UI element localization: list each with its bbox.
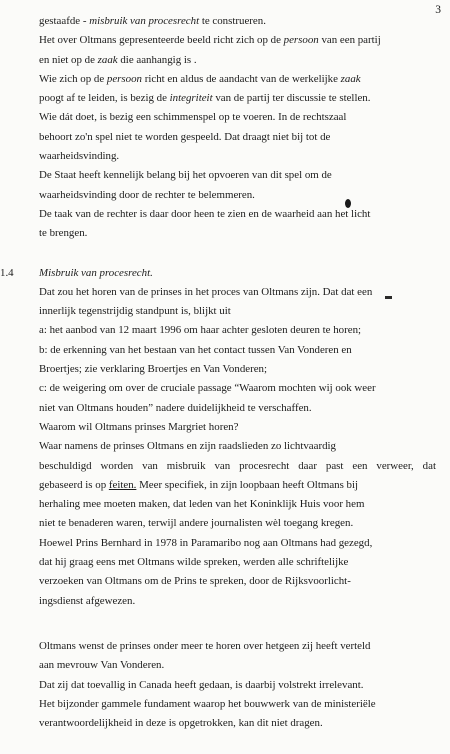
text-run: richt en aldus de aandacht van de werkelijke [142, 72, 341, 85]
text-run: en niet op de [39, 53, 98, 66]
text-line: te brengen. [39, 227, 88, 240]
text-line: behoort zo'n spel niet te worden gespeeld. Dat draagt niet bij tot de [39, 130, 331, 143]
text-run: te construeren. [199, 15, 266, 27]
section-title: Misbruik van procesrecht. [39, 266, 153, 279]
text-line [39, 70, 436, 89]
text-line: innerlijk tegenstrijdig standpunt is, blijkt uit [39, 305, 231, 318]
text-line [39, 89, 436, 108]
text-line [39, 31, 436, 50]
text-line: Wie dát doet, is bezig een schimmenspel op te voeren. In de rechtszaal [39, 111, 347, 124]
italic-term: misbruik van procesrecht [89, 15, 200, 27]
text-line: aan mevrouw Van Vonderen. [39, 659, 165, 672]
text-run: gestaafde - [39, 15, 90, 27]
spacer [39, 611, 436, 637]
spacer [39, 244, 436, 264]
text-run: gebaseerd is op [39, 478, 109, 491]
italic-term: persoon [106, 72, 142, 85]
list-item: b: de erkenning van het bestaan van het contact tussen Van Vonderen en [39, 343, 352, 356]
text-line: Waar namens de prinses Oltmans en zijn raadslieden zo lichtvaardig [39, 440, 336, 453]
text-line: ingsdienst afgewezen. [39, 594, 136, 607]
text-run: Het over Oltmans gepresenteerde beeld richt zich op de [39, 34, 284, 47]
text-line: verzoeken van Oltmans om de Prins te spreken, door de Rijksvoorlicht- [39, 575, 351, 588]
italic-term: zaak [97, 53, 118, 66]
italic-term: integriteit [169, 92, 213, 105]
italic-term: persoon [283, 34, 319, 47]
page-number: 3 [435, 4, 441, 16]
text-line: Oltmans wenst de prinses onder meer te horen over hetgeen zij heeft verteld [39, 639, 371, 652]
text-line [39, 12, 436, 31]
text-line: waarheidsvinding. [39, 150, 120, 163]
text-line: dat hij graag eens met Oltmans wilde spreken, werden alle schriftelijke [39, 556, 349, 569]
text-line: Broertjes; zie verklaring Broertjes en Van Vonderen; [39, 363, 268, 376]
text-line [39, 476, 436, 495]
text-run: Wie zich op de [39, 72, 107, 85]
text-line [39, 51, 436, 70]
section-number: 1.4 [0, 266, 14, 279]
text-line: waarheidsvinding door de rechter te belemmeren. [39, 188, 255, 201]
text-line: De taak van de rechter is daar door heen te zien en de waarheid aan het licht [39, 207, 371, 220]
list-item: a: het aanbod van 12 maart 1996 om haar achter gesloten deuren te horen; [39, 324, 362, 337]
section-heading [0, 264, 436, 283]
text-line: De Staat heeft kennelijk belang bij het opvoeren van dit spel om de [39, 169, 332, 182]
text-line: niet te benaderen waren, terwijl andere journalisten wèl toegang kregen. [39, 517, 354, 530]
text-run: poogt af te leiden, is bezig de [39, 92, 170, 105]
italic-term: zaak [340, 72, 361, 85]
text-line: verantwoordelijkheid in deze is opgetrokken, kan dit niet dragen. [39, 717, 323, 730]
text-run: Meer specifiek, in zijn loopbaan heeft Oltmans bij [136, 478, 359, 491]
text-line: beschuldigd worden van misbruik van procesrecht daar past een verweer, dat [39, 459, 436, 472]
text-run: van de partij ter discussie te stellen. [212, 92, 371, 105]
underlined-term: feiten. [108, 478, 137, 491]
text-line: Dat zou het horen van de prinses in het proces van Oltmans zijn. Dat dat een [39, 285, 373, 298]
text-line: niet van Oltmans houden” nadere duidelijkheid te verschaffen. [39, 401, 312, 414]
text-line: herhaling mee moeten maken, dat leden van het Koninklijk Huis voor hem [39, 498, 365, 511]
document-body [0, 12, 436, 733]
text-line: Waarom wil Oltmans prinses Margriet horen? [39, 420, 239, 433]
text-line: Dat zij dat toevallig in Canada heeft gedaan, is daarbij volstrekt irrelevant. [39, 678, 364, 691]
text-run: van een partij [318, 34, 381, 47]
text-line: Het bijzonder gammele fundament waarop het bouwwerk van de ministeriële [39, 697, 376, 710]
text-run: die aanhangig is . [117, 53, 197, 66]
text-line: Hoewel Prins Bernhard in 1978 in Paramaribo nog aan Oltmans had gezegd, [39, 536, 373, 549]
list-item: c: de weigering om over de cruciale passage “Waarom mochten wij ook weer [39, 382, 376, 395]
